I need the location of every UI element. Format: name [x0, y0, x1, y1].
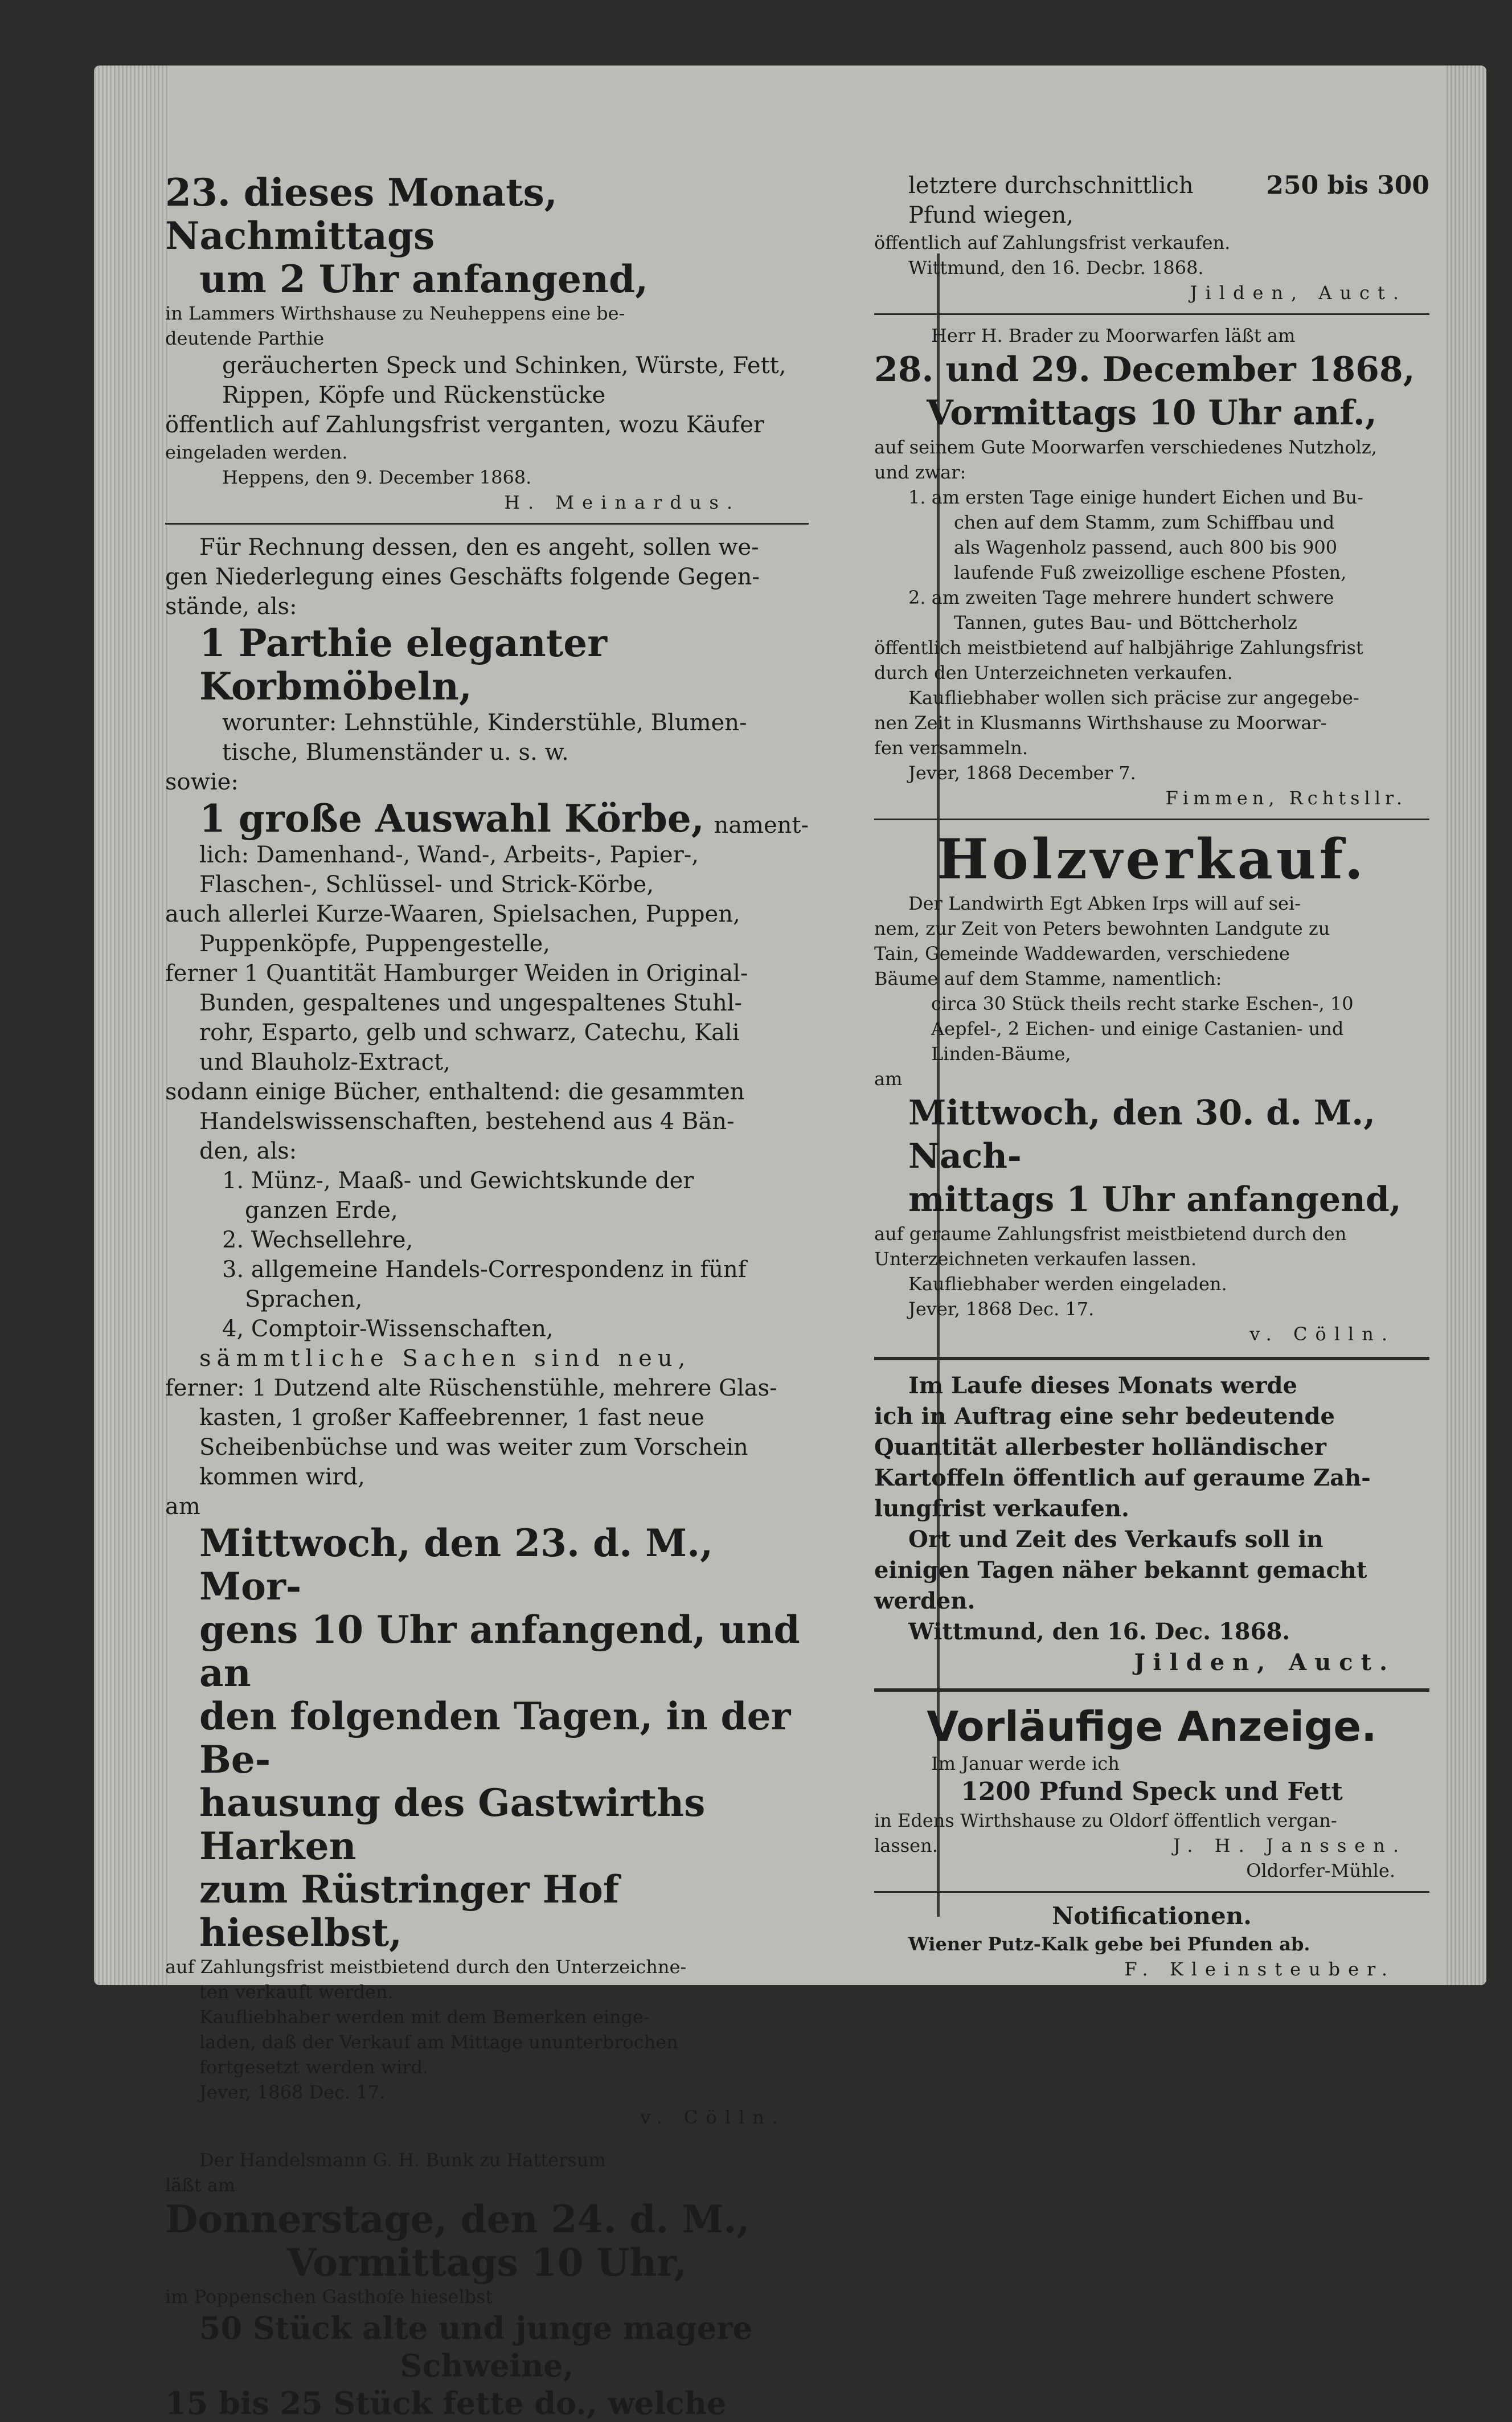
ad-heading: Mittwoch, den 23. d. M., Mor-: [199, 1521, 714, 1609]
ad-continuation: [874, 171, 1429, 305]
ad-notificationen: [874, 1901, 1429, 1982]
ad-heading: Vormittags 10 Uhr,: [286, 2240, 687, 2285]
ad-text: durch den Unterzeichneten verkaufen.: [874, 662, 1233, 684]
list-item: 3. allgemeine Handels-Correspondenz in fünf: [222, 1257, 747, 1283]
ad-text: Ort und Zeit des Verkaufs soll in: [908, 1526, 1323, 1553]
ad-text: Flaschen-, Schlüssel- und Strick-Körbe,: [199, 872, 654, 898]
ad-text: lungfrist verkaufen.: [874, 1495, 1129, 1522]
ad-basket-furniture-sale: [165, 533, 809, 2130]
ad-text: stände, als:: [165, 594, 297, 620]
ad-text: Quantität allerbester holländischer: [874, 1434, 1326, 1460]
list-item: Sprachen,: [245, 1286, 363, 1312]
ad-text: lich: Damenhand-, Wand-, Arbeits-, Papier-,: [199, 842, 699, 868]
ad-text: nem, zur Zeit von Peters bewohnten Landgute zu: [874, 918, 1330, 939]
ad-text: nament-: [714, 812, 809, 838]
ad-date: Jever, 1868 Dec. 17.: [199, 2081, 386, 2103]
ad-text: werden.: [874, 1588, 976, 1614]
ad-text: Im Laufe dieses Monats werde: [908, 1372, 1297, 1399]
list-item: Tannen, gutes Bau- und Böttcherholz: [954, 612, 1297, 633]
ad-heading: um 2 Uhr anfangend,: [199, 257, 649, 301]
ad-heading: zum Rüstringer Hof hieselbst,: [199, 1867, 620, 1955]
ad-heading: gens 10 Uhr anfangend, und an: [199, 1607, 800, 1695]
ad-text: auf Zahlungsfrist meistbietend durch den Unterzeichne-: [165, 1956, 687, 1978]
ad-text: in Edens Wirthshause zu Oldorf öffentlich vergan-: [874, 1810, 1337, 1831]
ad-separator: [874, 1688, 1429, 1692]
ad-text: ferner: 1 Dutzend alte Rüschenstühle, mehrere Glas-: [165, 1375, 777, 1401]
ad-signature: Fimmen, Rchtsllr.: [1165, 787, 1407, 809]
ad-text: öffentlich auf Zahlungsfrist verganten, wozu Käufer: [165, 412, 764, 438]
ad-text: Unterzeichneten verkaufen lassen.: [874, 1248, 1197, 1270]
ad-text: auf geraume Zahlungsfrist meistbietend durch den: [874, 1223, 1347, 1245]
ad-text: läßt am: [165, 2174, 236, 2196]
ad-text: Kaufliebhaber wollen sich präcise zur angegebe-: [908, 687, 1359, 709]
ad-text: Aepfel-, 2 Eichen- und einige Castanien- und: [931, 1018, 1344, 1040]
ad-text: ferner 1 Quantität Hamburger Weiden in Original-: [165, 960, 748, 987]
ad-text: Bunden, gespaltenes und ungespaltenes Stuhl-: [199, 990, 743, 1016]
ad-date: Jever, 1868 December 7.: [908, 762, 1136, 784]
ad-text: Der Landwirth Egt Abken Irps will auf sei-: [908, 893, 1301, 914]
ad-text: im Poppenschen Gasthofe hieselbst: [165, 2286, 493, 2308]
ad-heading: Donnerstage, den 24. d. M.,: [165, 2197, 750, 2241]
list-item: 1. Münz-, Maaß- und Gewichtskunde der: [222, 1168, 694, 1194]
ad-heading: Mittwoch, den 30. d. M., Nach-: [908, 1093, 1376, 1176]
ad-text: Tain, Gemeinde Waddewarden, verschiedene: [874, 943, 1290, 964]
ad-text: fen versammeln.: [874, 737, 1029, 759]
ad-text: Pfund wiegen,: [908, 202, 1074, 228]
ad-text: am: [165, 1494, 200, 1520]
ad-heading: den folgenden Tagen, in der Be-: [199, 1694, 791, 1782]
ad-heading: 28. und 29. December 1868,: [874, 350, 1415, 390]
ad-meat-auction: [165, 171, 809, 515]
ad-signature: J. H. Janssen.: [1173, 1835, 1407, 1856]
ad-signature: F. Kleinsteuber.: [1124, 1958, 1395, 1980]
ad-signature: H. Meinardus.: [504, 492, 740, 513]
ad-text: ten verkauft werden.: [199, 1981, 394, 2003]
list-item: chen auf dem Stamm, zum Schiffbau und: [954, 512, 1335, 533]
ad-signature: Jilden, Auct.: [1134, 1649, 1395, 1676]
ad-potatoes: [874, 1370, 1429, 1678]
ad-text: geräucherten Speck und Schinken, Würste, Fett,: [222, 353, 786, 379]
ad-text: Bäume auf dem Stamme, namentlich:: [874, 968, 1222, 989]
ad-signature: v. Cölln.: [640, 2106, 786, 2128]
ad-pig-auction: [165, 2147, 809, 2422]
list-item: als Wagenholz passend, auch 800 bis 900: [954, 537, 1338, 558]
ad-text: einigen Tagen näher bekannt gemacht: [874, 1557, 1367, 1584]
ad-text: in Lammers Wirthshause zu Neuheppens eine be-: [165, 302, 625, 324]
list-item: laufende Fuß zweizollige eschene Pfosten,: [954, 562, 1347, 583]
ad-signature: v. Cölln.: [1249, 1323, 1395, 1345]
ad-text: lassen.: [874, 1835, 938, 1856]
ad-text: rohr, Esparto, gelb und schwarz, Catechu, Kali: [199, 1020, 740, 1046]
ad-title: Notificationen.: [1052, 1902, 1252, 1930]
ad-text: öffentlich meistbietend auf halbjährige Zahlungsfrist: [874, 637, 1363, 658]
ad-heading: 50 Stück alte und junge magere: [199, 2310, 752, 2346]
ad-date: Jever, 1868 Dec. 17.: [908, 1298, 1095, 1320]
ad-separator: [874, 819, 1429, 820]
ad-timber-moorwarfen: [874, 323, 1429, 811]
ad-text: am: [874, 1068, 903, 1090]
ad-heading: 1200 Pfund Speck und Fett: [961, 1777, 1343, 1806]
ad-text: Im Januar werde ich: [931, 1753, 1120, 1774]
ad-text: Kartoffeln öffentlich auf geraume Zah-: [874, 1464, 1371, 1491]
ad-text: Puppenköpfe, Puppengestelle,: [199, 931, 550, 957]
ad-text: nen Zeit in Klusmanns Wirthshause zu Moorwar-: [874, 712, 1327, 734]
list-item: 2. am zweiten Tage mehrere hundert schwere: [908, 587, 1334, 608]
ad-text: Scheibenbüchse und was weiter zum Vorschein: [199, 1434, 748, 1460]
ad-text: Wiener Putz-Kalk gebe bei Pfunden ab.: [908, 1933, 1310, 1955]
ad-text: Der Handelsmann G. H. Bunk zu Hattersum: [199, 2149, 606, 2171]
ad-text: letztere durchschnittlich: [908, 173, 1194, 199]
ad-text: Kaufliebhaber werden eingeladen.: [908, 1273, 1227, 1295]
ad-heading: Schweine,: [400, 2347, 574, 2384]
ad-heading: hausung des Gastwirths Harken: [199, 1781, 706, 1868]
ad-separator: [874, 1357, 1429, 1360]
ad-place: Oldorfer-Mühle.: [1246, 1860, 1395, 1881]
list-item: 2. Wechsellehre,: [222, 1227, 413, 1253]
right-column: [874, 171, 1429, 1982]
ad-text: deutende Parthie: [165, 328, 325, 349]
left-column: [165, 171, 809, 2422]
ad-text: worunter: Lehnstühle, Kinderstühle, Blumen-: [222, 710, 747, 736]
ad-heading: 15 bis 25 Stück fette do., welche: [165, 2385, 727, 2421]
ad-text: öffentlich auf Zahlungsfrist verkaufen.: [874, 232, 1231, 253]
ad-text: eingeladen werden.: [165, 441, 348, 463]
ad-holzverkauf: [874, 828, 1429, 1347]
ad-text: sodann einige Bücher, enthaltend: die gesammten: [165, 1079, 745, 1105]
ad-heading: 23. dieses Monats, Nachmittags: [165, 170, 558, 258]
ad-text: auch allerlei Kurze-Waaren, Spielsachen, Puppen,: [165, 901, 740, 927]
ad-text: tische, Blumenständer u. s. w.: [222, 739, 569, 766]
ad-vorlaeufige-anzeige: [874, 1702, 1429, 1883]
ad-text: Handelswissenschaften, bestehend aus 4 Bän-: [199, 1108, 735, 1135]
ad-text: Herr H. Brader zu Moorwarfen läßt am: [931, 325, 1296, 346]
ad-text: fortgesetzt werden wird.: [199, 2056, 429, 2078]
ad-text: den, als:: [199, 1138, 297, 1164]
ad-text: kasten, 1 großer Kaffeebrenner, 1 fast neue: [199, 1405, 704, 1431]
ad-text: kommen wird,: [199, 1464, 365, 1490]
ad-text: circa 30 Stück theils recht starke Eschen-, 10: [931, 993, 1354, 1014]
ad-text: laden, daß der Verkauf am Mittage ununterbrochen: [199, 2031, 678, 2053]
ad-text: gen Niederlegung eines Geschäfts folgende Gegen-: [165, 564, 760, 590]
ad-date: Heppens, den 9. December 1868.: [222, 467, 532, 488]
ad-heading: 1 Parthie eleganter Korbmöbeln,: [199, 621, 608, 709]
list-item: ganzen Erde,: [245, 1197, 398, 1224]
ad-title: Vorläufige Anzeige.: [927, 1703, 1377, 1750]
ad-separator: [874, 1891, 1429, 1893]
page-stack-right-edge: [1447, 66, 1486, 1985]
ad-separator: [165, 2138, 809, 2139]
ad-text: und zwar:: [874, 461, 966, 483]
ad-text: Für Rechnung dessen, den es angeht, sollen we-: [199, 534, 759, 561]
ad-text: Linden-Bäume,: [931, 1043, 1071, 1065]
list-item: 4, Comptoir-Wissenschaften,: [222, 1316, 554, 1342]
page-stack-left-edge: [94, 66, 168, 1985]
ad-text: sowie:: [165, 769, 239, 795]
ad-text: und Blauholz-Extract,: [199, 1049, 450, 1075]
ad-text: Rippen, Köpfe und Rückenstücke: [222, 382, 606, 408]
ad-signature: Jilden, Auct.: [1190, 282, 1407, 304]
ad-date: Wittmund, den 16. Decbr. 1868.: [908, 257, 1204, 279]
ad-text: auf seinem Gute Moorwarfen verschiedenes Nutzholz,: [874, 436, 1377, 458]
ad-heading: mittags 1 Uhr anfangend,: [908, 1180, 1402, 1220]
ad-date: Wittmund, den 16. Dec. 1868.: [908, 1618, 1290, 1645]
ad-separator: [165, 523, 809, 525]
ad-title: Holzverkauf.: [937, 827, 1367, 891]
ad-heading: 1 große Auswahl Körbe,: [199, 796, 704, 841]
ad-text: Kaufliebhaber werden mit dem Bemerken einge-: [199, 2006, 650, 2028]
list-item: 1. am ersten Tage einige hundert Eichen und Bu-: [908, 486, 1363, 508]
ad-heading: Vormittags 10 Uhr anf.,: [927, 393, 1377, 433]
ad-text: ich in Auftrag eine sehr bedeutende: [874, 1403, 1335, 1430]
ad-text: sämmtliche Sachen sind neu,: [199, 1345, 691, 1372]
ad-text: 250 bis 300: [1266, 171, 1429, 200]
ad-separator: [874, 313, 1429, 315]
